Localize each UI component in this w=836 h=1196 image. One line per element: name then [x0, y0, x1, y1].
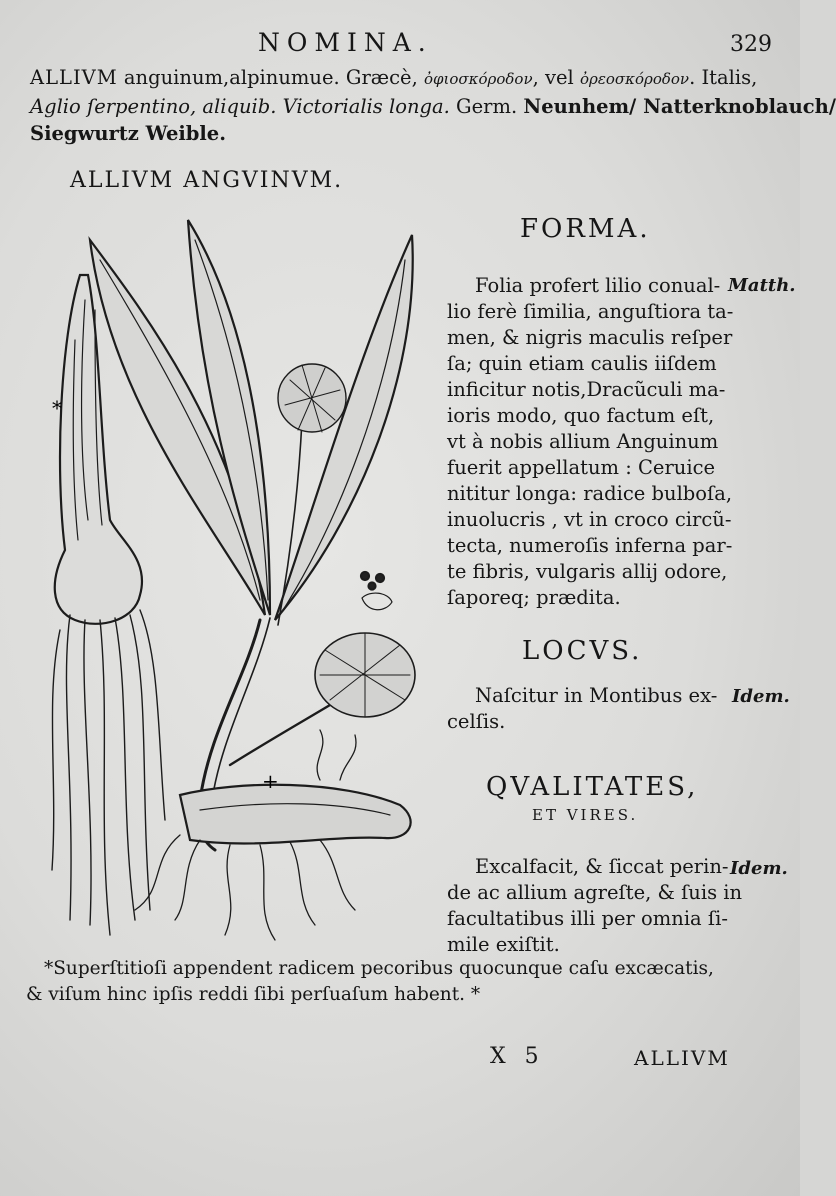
italian-names: Aglio ſerpentino, aliquib. Victorialis longa.: [30, 95, 450, 118]
footnote-line: *Superſtitioſi appendent radicem pecoribus quocunque caſu excæcatis,: [44, 958, 714, 979]
locus-heading: LOCVS.: [522, 636, 643, 666]
locus-margin-note: Idem.: [732, 686, 790, 707]
text-line: nititur longa: radice bulboſa,: [447, 482, 733, 505]
forma-heading: FORMA.: [520, 214, 651, 244]
names-text: Germ.: [449, 95, 524, 118]
text-line: fuerit appellatum : Ceruice: [447, 456, 716, 479]
german-names: Neunhem/ Natterknoblauch/: [523, 95, 836, 118]
text-line: Naſcitur in Montibus ex-: [475, 684, 718, 707]
text-line: inuolucris , vt in croco circũ-: [447, 508, 732, 531]
text-line: te fibris, vulgaris allij odore,: [447, 560, 728, 583]
qualitates-margin-note: Idem.: [730, 858, 788, 879]
names-lead-word: ALLIVM: [30, 66, 118, 89]
signature-mark: X 5: [490, 1044, 545, 1069]
names-text: anguinum,alpinumue. Græcè,: [117, 66, 418, 89]
greek-name-1: ὀφιοσκόροδον: [423, 70, 533, 88]
text-line: lio ferè ſimilia, anguſtiora ta-: [447, 300, 734, 323]
qualitates-heading: QVALITATES,: [486, 772, 699, 802]
running-title: NOMINA.: [258, 28, 433, 57]
footnote: [26, 956, 786, 1008]
figure-caption: ALLIVM ANGVINVM.: [70, 168, 344, 193]
qualitates-text: [447, 854, 747, 958]
text-line: ſaporeq; prædita.: [447, 586, 621, 609]
text-line: facultatibus illi per omnia ſi-: [447, 907, 728, 930]
text-line: vt à nobis allium Anguinum: [447, 430, 719, 453]
figure-mark-asterisk: *: [52, 396, 62, 420]
forma-text: [447, 273, 747, 611]
names-text: . Italis,: [689, 66, 758, 89]
text-line: ſa; quin etiam caulis iiſdem: [447, 352, 717, 375]
text-line: men, & nigris maculis reſper: [447, 326, 733, 349]
text-line: ioris modo, quo factum eſt,: [447, 404, 715, 427]
qualitates-subheading: ET VIRES.: [532, 806, 639, 824]
running-head: [0, 28, 800, 62]
footnote-line: & viſum hinc ipſis reddi ſibi perſuaſum habent. *: [26, 984, 481, 1005]
text-line: inficitur notis,Dracũculi ma-: [447, 378, 726, 401]
plant-names-paragraph: [30, 64, 836, 147]
catchword: ALLIVM: [634, 1046, 730, 1070]
figure-mark-cross: +: [262, 769, 279, 793]
page-number: 329: [730, 32, 772, 57]
text-line: mile exiſtit.: [447, 933, 560, 956]
text-line: celſis.: [447, 710, 506, 733]
text-line: de ac allium agreſte, & ſuis in: [447, 881, 743, 904]
text-line: Folia profert lilio conual-: [475, 274, 721, 297]
forma-margin-note: Matth.: [728, 275, 796, 296]
locus-text: [447, 683, 747, 735]
names-text: , vel: [532, 66, 574, 89]
greek-name-2: ὀρεοσκόροδον: [579, 70, 690, 88]
german-names-cont: Siegwurtz Weible.: [30, 122, 226, 145]
text-line: tecta, numeroſis inferna par-: [447, 534, 733, 557]
text-line: Excalfacit, & ſiccat perin-: [475, 855, 729, 878]
plant-woodcut-illustration: [40, 220, 450, 950]
